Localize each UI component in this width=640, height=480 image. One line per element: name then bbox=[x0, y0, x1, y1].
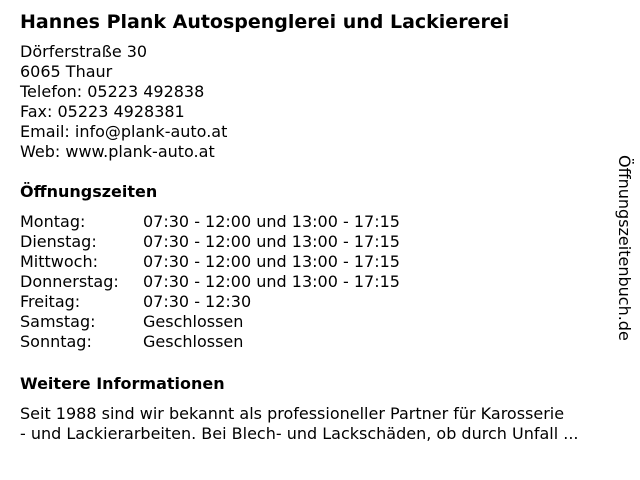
opening-hours-heading: Öffnungszeiten bbox=[20, 182, 158, 201]
hours-day: Freitag: bbox=[20, 292, 81, 311]
hours-time: 07:30 - 12:00 und 13:00 - 17:15 bbox=[143, 272, 400, 291]
hours-time: 07:30 - 12:30 bbox=[143, 292, 252, 311]
street-address: Dörferstraße 30 bbox=[20, 42, 148, 61]
city-address: 6065 Thaur bbox=[20, 62, 113, 81]
further-info-line: - und Lackierarbeiten. Bei Blech- und Lackschäden, ob durch Unfall ... bbox=[20, 424, 579, 443]
hours-time: 07:30 - 12:00 und 13:00 - 17:15 bbox=[143, 212, 400, 231]
further-info-text bbox=[20, 404, 620, 444]
website-address: Web: www.plank-auto.at bbox=[20, 142, 215, 161]
hours-time: 07:30 - 12:00 und 13:00 - 17:15 bbox=[143, 252, 400, 271]
hours-row-saturday bbox=[20, 312, 620, 332]
site-branding bbox=[604, 132, 640, 364]
hours-day: Samstag: bbox=[20, 312, 96, 331]
opening-hours-table bbox=[20, 212, 620, 352]
hours-time: Geschlossen bbox=[143, 332, 244, 351]
hours-time: Geschlossen bbox=[143, 312, 244, 331]
business-card bbox=[20, 8, 620, 444]
hours-row-tuesday bbox=[20, 232, 620, 252]
contact-block bbox=[20, 42, 620, 162]
phone-number: Telefon: 05223 492838 bbox=[20, 82, 205, 101]
hours-row-friday bbox=[20, 292, 620, 312]
hours-day: Dienstag: bbox=[20, 232, 97, 251]
hours-row-wednesday bbox=[20, 252, 620, 272]
hours-row-thursday bbox=[20, 272, 620, 292]
hours-day: Sonntag: bbox=[20, 332, 92, 351]
further-info-heading: Weitere Informationen bbox=[20, 374, 225, 393]
email-address: Email: info@plank-auto.at bbox=[20, 122, 228, 141]
hours-day: Mittwoch: bbox=[20, 252, 98, 271]
hours-day: Montag: bbox=[20, 212, 86, 231]
site-branding-text: Öffnungszeitenbuch.de bbox=[615, 155, 634, 341]
business-name: Hannes Plank Autospenglerei und Lackiererei bbox=[20, 11, 510, 33]
hours-row-sunday bbox=[20, 332, 620, 352]
hours-time: 07:30 - 12:00 und 13:00 - 17:15 bbox=[143, 232, 400, 251]
fax-number: Fax: 05223 4928381 bbox=[20, 102, 185, 121]
hours-row-monday bbox=[20, 212, 620, 232]
hours-day: Donnerstag: bbox=[20, 272, 119, 291]
further-info-line: Seit 1988 sind wir bekannt als professioneller Partner für Karosserie bbox=[20, 404, 565, 423]
